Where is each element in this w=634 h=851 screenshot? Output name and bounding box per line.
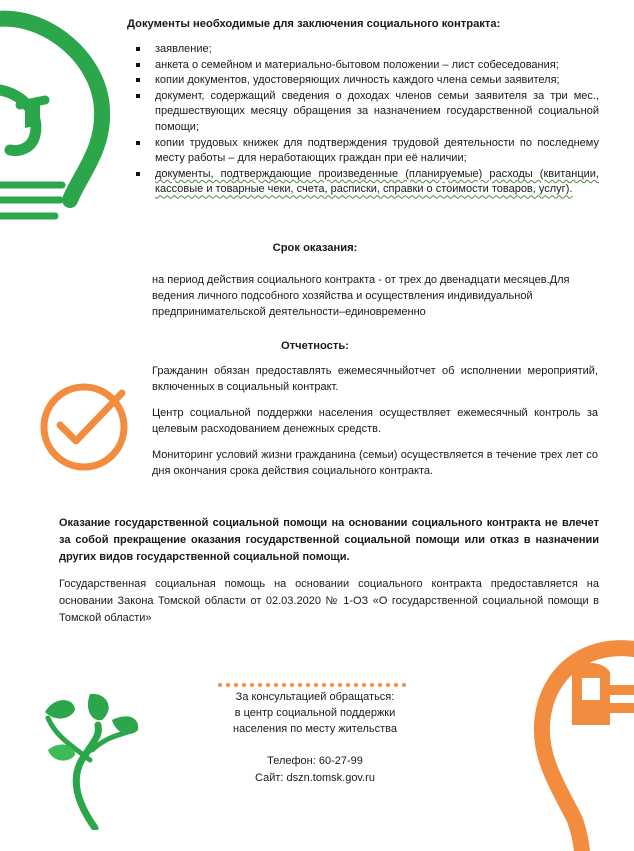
divider-dot — [378, 683, 382, 687]
divider-dot — [290, 683, 294, 687]
divider-dot — [314, 683, 318, 687]
report-heading: Отчетность: — [281, 340, 349, 352]
list-item: документы, подтверждающие произведенные (планируемые) расходы (квитанции, кассовые и товарные чеки, счета, расписки, справки о стоимости товаров, услуг). — [129, 167, 599, 198]
divider-dot — [258, 683, 262, 687]
divider-dot — [354, 683, 358, 687]
phone-text: Телефон: 60-27-99 — [267, 755, 363, 767]
contact-line: За консультацией обращаться: — [235, 691, 395, 703]
divider-dot — [266, 683, 270, 687]
divider-dot — [386, 683, 390, 687]
lightbulb-green-icon — [0, 0, 110, 245]
report-paragraph: Гражданин обязан предоставлять ежемесячныйотчет об исполнении мероприятий, включенных в социальный контракт. — [152, 365, 598, 393]
term-text: на период действия социального контракта - от трех до двенадцати месяцев.Для ведения личного подсобного хозяйства и осуществления индивидуальной предпринимательской деятельности–единовременно — [152, 274, 570, 318]
divider-dot — [226, 683, 230, 687]
divider-dot — [242, 683, 246, 687]
divider-dot — [346, 683, 350, 687]
list-item: анкета о семейном и материально-бытовом положении – лист собеседования; — [129, 58, 599, 74]
checkmark-circle-icon — [36, 381, 132, 473]
sprout-logo-icon — [40, 690, 140, 830]
docs-list — [129, 42, 599, 198]
notice-bold-text: Оказание государственной социальной помощи на основании социального контракта не влечет за собой прекращение оказания государственной социальной помощи или отказ в назначении других видов государственной социальной помощи. — [59, 517, 599, 563]
report-paragraph: Мониторинг условий жизни гражданина (семьи) осуществляется в течение трех лет со дня окончания срока действия социального контракта. — [152, 449, 598, 477]
list-item: документ, содержащий сведения о доходах членов семьи заявителя за три мес., предшествующих месяцу обращения за назначением государственной социальной помощи; — [129, 89, 599, 136]
dotted-divider — [218, 683, 408, 687]
divider-dot — [338, 683, 342, 687]
list-item: копии трудовых книжек для подтверждения трудовой деятельности по последнему месту работы – для неработающих граждан при её наличии; — [129, 136, 599, 167]
site-link[interactable]: Сайт: dszn.tomsk.gov.ru — [255, 772, 375, 784]
divider-dot — [402, 683, 406, 687]
contact-line: населения по месту жительства — [233, 723, 397, 735]
divider-dot — [322, 683, 326, 687]
divider-dot — [282, 683, 286, 687]
divider-dot — [306, 683, 310, 687]
divider-dot — [330, 683, 334, 687]
divider-dot — [394, 683, 398, 687]
contact-line: в центр социальной поддержки — [234, 707, 396, 719]
lightbulb-orange-icon — [520, 630, 634, 851]
list-item: заявление; — [129, 42, 599, 58]
divider-dot — [274, 683, 278, 687]
report-paragraph: Центр социальной поддержки населения осуществляет ежемесячный контроль за целевым расходованием денежных средств. — [152, 407, 598, 435]
divider-dot — [370, 683, 374, 687]
divider-dot — [218, 683, 222, 687]
list-item: копии документов, удостоверяющих личность каждого члена семьи заявителя; — [129, 73, 599, 89]
term-heading: Срок оказания: — [272, 242, 358, 254]
law-reference-text: Государственная социальная помощь на основании социального контракта предоставляется на основании Закона Томской области от 02.03.2020 № 1-ОЗ «О государственной социальной помощи в Томской области» — [59, 578, 599, 624]
docs-heading: Документы необходимые для заключения социального контракта: — [127, 18, 501, 30]
divider-dot — [298, 683, 302, 687]
divider-dot — [362, 683, 366, 687]
divider-dot — [234, 683, 238, 687]
divider-dot — [250, 683, 254, 687]
